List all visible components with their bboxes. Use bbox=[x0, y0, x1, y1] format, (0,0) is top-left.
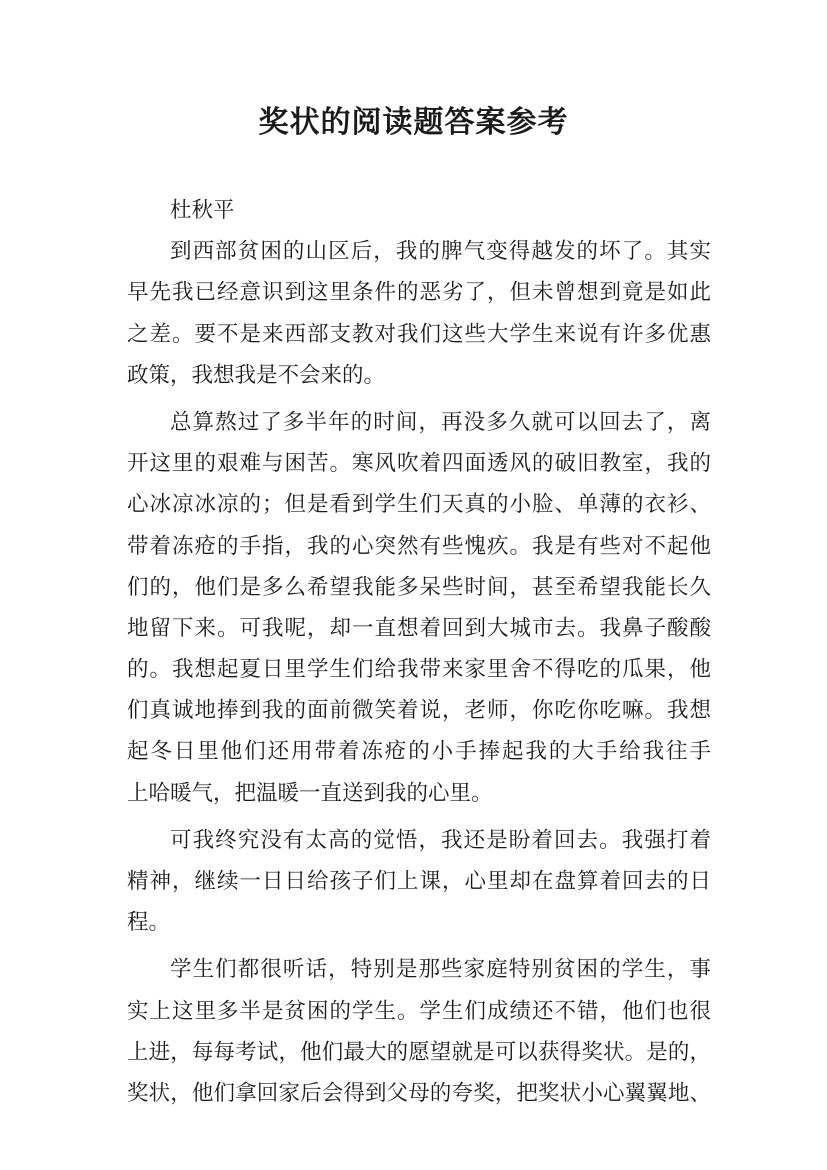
author-line: 杜秋平 bbox=[170, 198, 235, 223]
paragraph bbox=[127, 949, 711, 1114]
paragraph bbox=[127, 402, 711, 814]
text-line: 政策，我想我是不会来的。 bbox=[127, 362, 386, 388]
text-line: 实上这里多半是贫困的学生。学生们成绩还不错，他们也很 bbox=[127, 998, 711, 1024]
text-line: 开这里的艰难与困苦。寒风吹着四面透风的破旧教室，我的 bbox=[127, 451, 711, 477]
text-line: 地留下来。可我呢，却一直想着回到大城市去。我鼻子酸酸 bbox=[127, 615, 711, 641]
text-line: 带着冻疮的手指，我的心突然有些愧疚。我是有些对不起他 bbox=[127, 533, 711, 559]
text-line: 的。我想起夏日里学生们给我带来家里舍不得吃的瓜果，他 bbox=[127, 657, 711, 683]
text-line: 上哈暖气，把温暖一直送到我的心里。 bbox=[127, 780, 493, 806]
text-line: 到西部贫困的山区后，我的脾气变得越发的坏了。其实 bbox=[170, 239, 711, 265]
text-line: 们真诚地捧到我的面前微笑着说，老师，你吃你吃嘛。我想 bbox=[127, 698, 711, 724]
text-line: 奖状，他们拿回家后会得到父母的夸奖，把奖状小心翼翼地、 bbox=[127, 1080, 711, 1106]
text-line: 精神，继续一日日给孩子们上课，心里却在盘算着回去的日 bbox=[127, 869, 711, 894]
document-body bbox=[127, 190, 711, 1114]
text-line: 之差。要不是来西部支教对我们这些大学生来说有许多优惠 bbox=[127, 321, 711, 347]
text-line: 学生们都很听话，特别是那些家庭特别贫困的学生，事 bbox=[170, 957, 711, 983]
text-line: 心冰凉冰凉的；但是看到学生们天真的小脸、单薄的衣衫、 bbox=[127, 492, 711, 518]
text-line: 总算熬过了多半年的时间，再没多久就可以回去了，离 bbox=[170, 409, 711, 435]
document-title: 奖状的阅读题答案参考 bbox=[258, 105, 569, 140]
text-line: 早先我已经意识到这里条件的恶劣了，但未曾想到竟是如此 bbox=[127, 280, 711, 306]
paragraph bbox=[127, 231, 711, 396]
text-line: 起冬日里他们还用带着冻疮的小手捧起我的大手给我往手 bbox=[127, 739, 711, 765]
paragraph bbox=[127, 820, 711, 944]
text-line: 们的，他们是多么希望我能多呆些时间，甚至希望我能长久 bbox=[127, 574, 711, 600]
text-line: 可我终究没有太高的觉悟，我还是盼着回去。我强打着 bbox=[170, 827, 711, 853]
text-line: 程。 bbox=[127, 910, 171, 936]
text-line: 上进，每每考试，他们最大的愿望就是可以获得奖状。是的， bbox=[127, 1039, 711, 1065]
